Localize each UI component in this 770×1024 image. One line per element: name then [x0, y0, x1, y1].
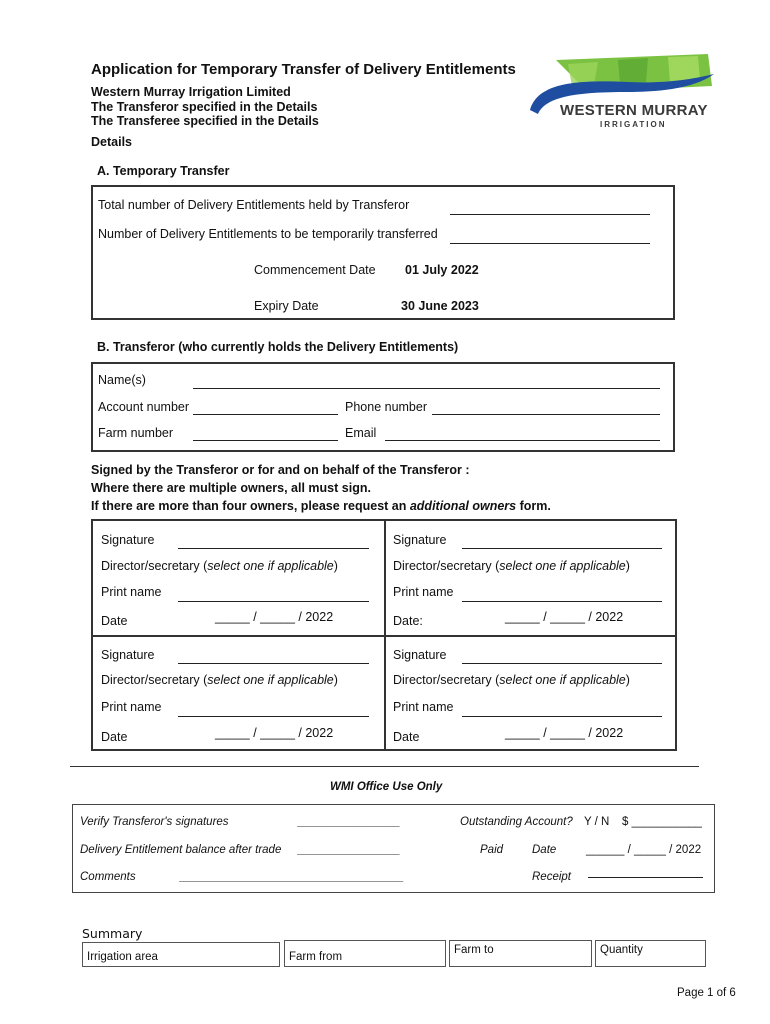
email-label: Email — [345, 426, 377, 440]
summary-farm-from[interactable] — [284, 940, 446, 967]
print-name-label: Print name — [101, 585, 162, 599]
header-line-3: The Transferee specified in the Details — [91, 114, 319, 128]
comments-label: Comments — [80, 871, 136, 883]
summary-irrigation-area[interactable] — [82, 942, 280, 967]
signature-field-2[interactable] — [462, 548, 662, 549]
irrigation-area-label: Irrigation area — [87, 951, 158, 963]
date-field-1[interactable]: _____ / _____ / 2022 — [215, 610, 334, 624]
summary-farm-to[interactable] — [449, 940, 592, 967]
print-name-label: Print name — [393, 585, 454, 599]
print-name-field-1[interactable] — [178, 601, 369, 602]
date-label: Date — [101, 614, 128, 628]
section-a-heading: A. Temporary Transfer — [97, 164, 230, 178]
farm-number-field[interactable] — [193, 440, 338, 441]
total-entitlements-field[interactable] — [450, 214, 650, 215]
signing-instruction-2: Where there are multiple owners, all must sign. — [91, 481, 371, 495]
date-label: Date: — [393, 614, 423, 628]
details-heading: Details — [91, 135, 132, 149]
comments-field[interactable]: ___________________________________ — [180, 871, 404, 883]
names-field[interactable] — [193, 388, 660, 389]
print-name-field-3[interactable] — [178, 716, 369, 717]
page-number: Page 1 of 6 — [677, 987, 736, 999]
date-label: Date — [101, 730, 128, 744]
signing-instruction-3: If there are more than four owners, please request an additional owners form. — [91, 499, 551, 513]
paid-label: Paid — [480, 844, 504, 856]
verify-signatures-label: Verify Transferor's signatures — [80, 816, 229, 828]
western-murray-logo — [528, 52, 718, 132]
summary-heading: Summary — [82, 926, 143, 941]
date-label: Date — [393, 730, 420, 744]
number-entitlements-field[interactable] — [450, 243, 650, 244]
receipt-field[interactable] — [588, 877, 703, 878]
farm-to-label: Farm to — [454, 944, 494, 956]
logo-name: WESTERN MURRAY — [560, 102, 708, 119]
farm-number-label: Farm number — [98, 426, 174, 440]
outstanding-account-label: Outstanding Account? — [460, 816, 573, 828]
director-label: Director/secretary (select one if applicable) — [101, 559, 338, 573]
print-name-label: Print name — [101, 700, 162, 714]
signature-field-1[interactable] — [178, 548, 369, 549]
account-number-label: Account number — [98, 400, 190, 414]
signature-label: Signature — [101, 648, 155, 662]
phone-number-field[interactable] — [432, 414, 660, 415]
office-use-heading: WMI Office Use Only — [330, 781, 443, 793]
date-field-2[interactable]: _____ / _____ / 2022 — [505, 610, 624, 624]
director-label: Director/secretary (select one if applicable) — [393, 559, 630, 573]
signature-label: Signature — [393, 533, 447, 547]
balance-field[interactable]: ________________ — [298, 844, 401, 856]
verify-signatures-field[interactable]: ________________ — [298, 816, 401, 828]
director-label: Director/secretary (select one if applicable) — [101, 673, 338, 687]
total-entitlements-label: Total number of Delivery Entitlements held by Transferor — [98, 198, 410, 212]
quantity-label: Quantity — [600, 944, 643, 956]
number-entitlements-label: Number of Delivery Entitlements to be temporarily transferred — [98, 227, 438, 241]
farm-from-label: Farm from — [289, 951, 343, 963]
director-label: Director/secretary (select one if applicable) — [393, 673, 630, 687]
header-line-2: The Transferor specified in the Details — [91, 100, 318, 114]
phone-number-label: Phone number — [345, 400, 428, 414]
receipt-label: Receipt — [532, 871, 571, 883]
expiry-date-value: 30 June 2023 — [401, 299, 479, 313]
commencement-date-label: Commencement Date — [254, 263, 376, 277]
signature-label: Signature — [393, 648, 447, 662]
account-number-field[interactable] — [193, 414, 338, 415]
print-name-field-2[interactable] — [462, 601, 662, 602]
summary-quantity[interactable] — [595, 940, 706, 967]
date-field-3[interactable]: _____ / _____ / 2022 — [215, 726, 334, 740]
balance-label: Delivery Entitlement balance after trade — [80, 844, 282, 856]
outstanding-amount-field[interactable]: $ ___________ — [622, 816, 702, 828]
date-field-4[interactable]: _____ / _____ / 2022 — [505, 726, 624, 740]
email-field[interactable] — [385, 440, 660, 441]
print-name-field-4[interactable] — [462, 716, 662, 717]
office-date-field[interactable]: ______ / _____ / 2022 — [586, 844, 702, 856]
office-date-label: Date — [532, 844, 557, 856]
signature-field-4[interactable] — [462, 663, 662, 664]
section-b-heading: B. Transferor (who currently holds the Delivery Entitlements) — [97, 340, 459, 354]
expiry-date-label: Expiry Date — [254, 299, 319, 313]
logo-sub: IRRIGATION — [600, 120, 667, 129]
commencement-date-value: 01 July 2022 — [405, 263, 479, 277]
grid-divider-horizontal — [91, 635, 677, 637]
office-divider — [70, 766, 699, 767]
yes-no-option[interactable]: Y / N — [584, 816, 610, 828]
header-line-1: Western Murray Irrigation Limited — [91, 85, 291, 99]
page-title: Application for Temporary Transfer of Delivery Entitlements — [91, 61, 516, 78]
signing-instruction-1: Signed by the Transferor or for and on behalf of the Transferor : — [91, 463, 470, 477]
names-label: Name(s) — [98, 373, 146, 387]
signature-field-3[interactable] — [178, 663, 369, 664]
print-name-label: Print name — [393, 700, 454, 714]
signature-label: Signature — [101, 533, 155, 547]
